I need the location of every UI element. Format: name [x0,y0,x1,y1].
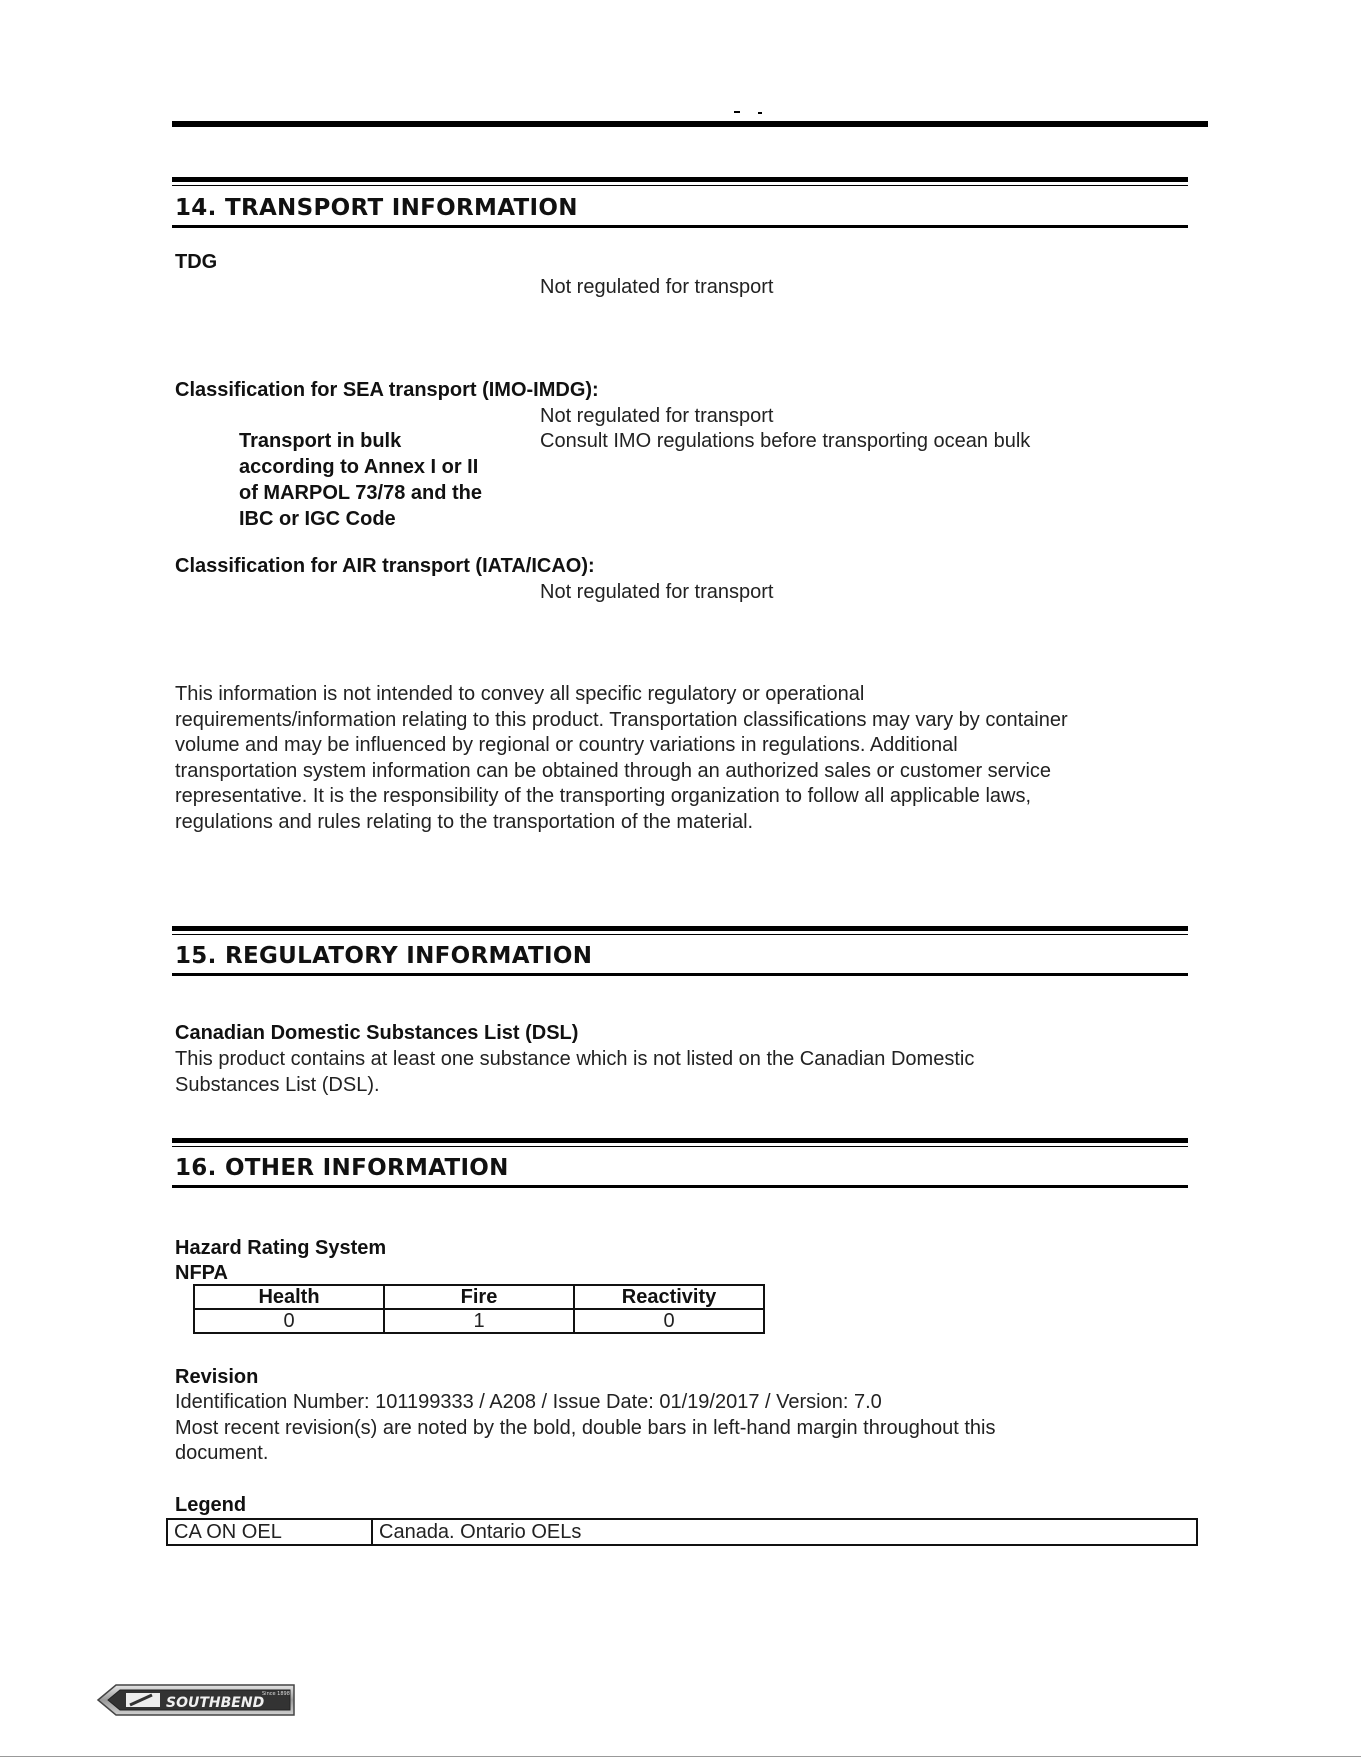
section-15-underline [172,973,1188,976]
dsl-line: Substances List (DSL). [175,1073,380,1096]
nfpa-table [193,1284,765,1334]
revision-line: Identification Number: 101199333 / A208 / Issue Date: 01/19/2017 / Version: 7.0 [175,1391,882,1413]
air-transport-value: Not regulated for transport [540,581,774,603]
disclaimer-line: This information is not intended to convey all specific regulatory or operational [175,683,865,705]
nfpa-header-reactivity: Reactivity [574,1285,764,1309]
bulk-transport-label [239,428,482,532]
header-mark [734,111,740,113]
revision-line: Most recent revision(s) are noted by the bold, double bars in left-hand margin throughout this [175,1416,996,1439]
bulk-label-line: of MARPOL 73/78 and the [239,482,483,504]
section-16-underline [172,1185,1188,1188]
revision-text [175,1390,1185,1467]
revision-label: Revision [175,1366,259,1388]
logo-text: SOUTHBEND [166,1695,265,1711]
nfpa-label: NFPA [175,1262,228,1284]
legend-row [167,1519,1197,1545]
section-14-rule-thick [172,177,1188,182]
dsl-label: Canadian Domestic Substances List (DSL) [175,1022,579,1044]
bulk-transport-value: Consult IMO regulations before transporting ocean bulk [540,430,1031,452]
nfpa-header-fire: Fire [384,1285,574,1309]
section-14-underline [172,225,1188,228]
section-14-title: 14. TRANSPORT INFORMATION [175,195,578,221]
nfpa-header-health: Health [194,1285,384,1309]
nfpa-value-fire: 1 [384,1309,574,1333]
tdg-label: TDG [175,251,218,273]
dsl-line: This product contains at least one substance which is not listed on the Canadian Domestic [175,1048,975,1070]
section-16-rule-thin [172,1146,1188,1147]
sea-transport-label: Classification for SEA transport (IMO-IMDG): [175,379,599,401]
section-16-title: 16. OTHER INFORMATION [175,1155,509,1181]
disclaimer-line: representative. It is the responsibility of the transporting organization to follow all applicable laws, [175,785,1032,808]
logo-since: Since 1898 [262,1691,290,1697]
transport-disclaimer [175,682,1185,836]
revision-line: document. [175,1442,269,1465]
nfpa-value-reactivity: 0 [574,1309,764,1333]
legend-table [166,1518,1198,1546]
nfpa-value-row [194,1309,764,1333]
bulk-label-line: Transport in bulk [239,430,402,452]
legend-meaning: Canada. Ontario OELs [372,1519,1197,1545]
disclaimer-line: regulations and rules relating to the transportation of the material. [175,810,754,833]
legend-code: CA ON OEL [167,1519,372,1545]
legend-label: Legend [175,1494,247,1516]
air-transport-label: Classification for AIR transport (IATA/ICAO): [175,555,595,577]
tdg-value: Not regulated for transport [540,276,774,298]
header-mark [758,112,762,114]
bulk-label-line: IBC or IGC Code [239,508,396,530]
header-rule [172,121,1208,127]
nfpa-value-health: 0 [194,1309,384,1333]
section-15-rule-thin [172,934,1188,935]
section-15-title: 15. REGULATORY INFORMATION [175,943,593,969]
disclaimer-line: transportation system information can be obtained through an authorized sales or customer service [175,759,1052,782]
hazard-rating-label: Hazard Rating System [175,1237,387,1259]
section-16-rule-thick [172,1138,1188,1143]
dsl-text [175,1047,1185,1098]
bottom-rule [0,1756,1361,1757]
section-14-rule-thin [172,185,1188,186]
bulk-label-line: according to Annex I or II [239,456,479,478]
section-15-rule-thick [172,926,1188,931]
southbend-logo-graphic [94,1682,298,1718]
disclaimer-line: requirements/information relating to this product. Transportation classifications may vary by container [175,708,1068,731]
disclaimer-line: volume and may be influenced by regional or country variations in regulations. Additional [175,734,958,757]
nfpa-header-row [194,1285,764,1309]
southbend-logo [94,1682,298,1718]
sea-transport-value: Not regulated for transport [540,405,774,427]
